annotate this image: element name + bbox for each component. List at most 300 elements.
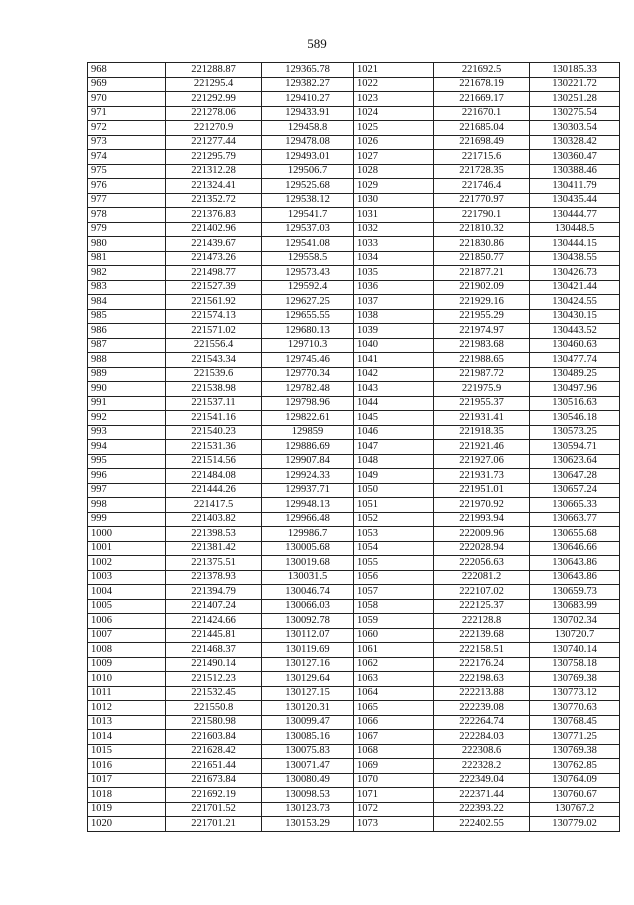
x-coordinate-left: 221277.44 xyxy=(166,135,262,150)
y-coordinate-left: 129680.13 xyxy=(262,324,354,339)
point-number-right: 1057 xyxy=(354,585,434,600)
x-coordinate-left: 221580.98 xyxy=(166,715,262,730)
point-number-right: 1042 xyxy=(354,367,434,382)
y-coordinate-right: 130430.15 xyxy=(530,309,620,324)
point-number-left: 1017 xyxy=(88,773,166,788)
y-coordinate-left: 129627.25 xyxy=(262,295,354,310)
table-row xyxy=(88,164,620,179)
x-coordinate-right: 222176.24 xyxy=(434,657,530,672)
point-number-left: 992 xyxy=(88,411,166,426)
y-coordinate-left: 129365.78 xyxy=(262,63,354,78)
y-coordinate-left: 129782.48 xyxy=(262,382,354,397)
point-number-left: 968 xyxy=(88,63,166,78)
x-coordinate-left: 221538.98 xyxy=(166,382,262,397)
y-coordinate-right: 130546.18 xyxy=(530,411,620,426)
point-number-left: 970 xyxy=(88,92,166,107)
point-number-left: 972 xyxy=(88,121,166,136)
point-number-right: 1058 xyxy=(354,599,434,614)
point-number-left: 1006 xyxy=(88,614,166,629)
y-coordinate-left: 129822.61 xyxy=(262,411,354,426)
x-coordinate-right: 222402.55 xyxy=(434,817,530,832)
point-number-right: 1069 xyxy=(354,759,434,774)
point-number-right: 1051 xyxy=(354,498,434,513)
y-coordinate-left: 130080.49 xyxy=(262,773,354,788)
y-coordinate-left: 129506.7 xyxy=(262,164,354,179)
y-coordinate-right: 130768.45 xyxy=(530,715,620,730)
y-coordinate-left: 129798.96 xyxy=(262,396,354,411)
table-row xyxy=(88,367,620,382)
point-number-right: 1061 xyxy=(354,643,434,658)
y-coordinate-left: 130066.03 xyxy=(262,599,354,614)
y-coordinate-right: 130760.67 xyxy=(530,788,620,803)
x-coordinate-right: 221929.16 xyxy=(434,295,530,310)
x-coordinate-left: 221490.14 xyxy=(166,657,262,672)
y-coordinate-right: 130360.47 xyxy=(530,150,620,165)
point-number-right: 1049 xyxy=(354,469,434,484)
x-coordinate-left: 221512.23 xyxy=(166,672,262,687)
point-number-left: 1002 xyxy=(88,556,166,571)
x-coordinate-right: 221678.19 xyxy=(434,77,530,92)
x-coordinate-right: 221983.68 xyxy=(434,338,530,353)
point-number-left: 989 xyxy=(88,367,166,382)
y-coordinate-right: 130426.73 xyxy=(530,266,620,281)
x-coordinate-right: 221988.65 xyxy=(434,353,530,368)
y-coordinate-right: 130443.52 xyxy=(530,324,620,339)
table-row xyxy=(88,657,620,672)
y-coordinate-left: 129541.08 xyxy=(262,237,354,252)
point-number-right: 1032 xyxy=(354,222,434,237)
y-coordinate-left: 130085.16 xyxy=(262,730,354,745)
point-number-left: 1013 xyxy=(88,715,166,730)
point-number-right: 1034 xyxy=(354,251,434,266)
point-number-right: 1036 xyxy=(354,280,434,295)
x-coordinate-left: 221288.87 xyxy=(166,63,262,78)
x-coordinate-left: 221444.26 xyxy=(166,483,262,498)
x-coordinate-right: 222107.02 xyxy=(434,585,530,600)
point-number-right: 1060 xyxy=(354,628,434,643)
x-coordinate-left: 221312.28 xyxy=(166,164,262,179)
y-coordinate-right: 130594.71 xyxy=(530,440,620,455)
table-row xyxy=(88,759,620,774)
x-coordinate-right: 221685.04 xyxy=(434,121,530,136)
y-coordinate-right: 130623.64 xyxy=(530,454,620,469)
x-coordinate-left: 221278.06 xyxy=(166,106,262,121)
point-number-right: 1031 xyxy=(354,208,434,223)
x-coordinate-left: 221439.67 xyxy=(166,237,262,252)
point-number-left: 1001 xyxy=(88,541,166,556)
x-coordinate-right: 221931.41 xyxy=(434,411,530,426)
table-row xyxy=(88,63,620,78)
y-coordinate-left: 129907.84 xyxy=(262,454,354,469)
x-coordinate-right: 221993.94 xyxy=(434,512,530,527)
y-coordinate-right: 130303.54 xyxy=(530,121,620,136)
x-coordinate-left: 221692.19 xyxy=(166,788,262,803)
y-coordinate-left: 130120.31 xyxy=(262,701,354,716)
coordinates-table-body xyxy=(88,63,620,832)
y-coordinate-right: 130388.46 xyxy=(530,164,620,179)
x-coordinate-right: 222081.2 xyxy=(434,570,530,585)
x-coordinate-right: 221850.77 xyxy=(434,251,530,266)
x-coordinate-left: 221537.11 xyxy=(166,396,262,411)
x-coordinate-right: 221970.92 xyxy=(434,498,530,513)
y-coordinate-left: 129886.69 xyxy=(262,440,354,455)
point-number-left: 983 xyxy=(88,280,166,295)
point-number-right: 1029 xyxy=(354,179,434,194)
point-number-right: 1066 xyxy=(354,715,434,730)
x-coordinate-left: 221556.4 xyxy=(166,338,262,353)
point-number-left: 1014 xyxy=(88,730,166,745)
table-row xyxy=(88,788,620,803)
table-row xyxy=(88,266,620,281)
y-coordinate-right: 130497.96 xyxy=(530,382,620,397)
point-number-right: 1073 xyxy=(354,817,434,832)
x-coordinate-left: 221701.52 xyxy=(166,802,262,817)
table-row xyxy=(88,512,620,527)
table-row xyxy=(88,628,620,643)
point-number-right: 1055 xyxy=(354,556,434,571)
x-coordinate-right: 221830.86 xyxy=(434,237,530,252)
x-coordinate-right: 221770.97 xyxy=(434,193,530,208)
y-coordinate-right: 130779.02 xyxy=(530,817,620,832)
x-coordinate-right: 221921.46 xyxy=(434,440,530,455)
point-number-right: 1043 xyxy=(354,382,434,397)
y-coordinate-left: 130123.73 xyxy=(262,802,354,817)
table-row xyxy=(88,527,620,542)
point-number-right: 1033 xyxy=(354,237,434,252)
point-number-left: 990 xyxy=(88,382,166,397)
point-number-left: 996 xyxy=(88,469,166,484)
table-row xyxy=(88,483,620,498)
x-coordinate-right: 222028.94 xyxy=(434,541,530,556)
y-coordinate-right: 130770.63 xyxy=(530,701,620,716)
y-coordinate-right: 130683.99 xyxy=(530,599,620,614)
x-coordinate-right: 221927.06 xyxy=(434,454,530,469)
x-coordinate-right: 221698.49 xyxy=(434,135,530,150)
y-coordinate-left: 129948.13 xyxy=(262,498,354,513)
x-coordinate-right: 221974.97 xyxy=(434,324,530,339)
x-coordinate-right: 222284.03 xyxy=(434,730,530,745)
x-coordinate-left: 221398.53 xyxy=(166,527,262,542)
x-coordinate-left: 221375.51 xyxy=(166,556,262,571)
y-coordinate-left: 129382.27 xyxy=(262,77,354,92)
point-number-left: 975 xyxy=(88,164,166,179)
point-number-left: 991 xyxy=(88,396,166,411)
point-number-left: 1004 xyxy=(88,585,166,600)
x-coordinate-left: 221417.5 xyxy=(166,498,262,513)
table-row xyxy=(88,570,620,585)
y-coordinate-right: 130740.14 xyxy=(530,643,620,658)
point-number-right: 1067 xyxy=(354,730,434,745)
x-coordinate-left: 221498.77 xyxy=(166,266,262,281)
point-number-left: 982 xyxy=(88,266,166,281)
y-coordinate-right: 130643.86 xyxy=(530,570,620,585)
point-number-left: 969 xyxy=(88,77,166,92)
table-row xyxy=(88,106,620,121)
y-coordinate-right: 130328.42 xyxy=(530,135,620,150)
x-coordinate-right: 222264.74 xyxy=(434,715,530,730)
table-row xyxy=(88,817,620,832)
point-number-left: 1010 xyxy=(88,672,166,687)
table-row xyxy=(88,179,620,194)
x-coordinate-right: 222371.44 xyxy=(434,788,530,803)
x-coordinate-right: 221877.21 xyxy=(434,266,530,281)
x-coordinate-right: 221728.35 xyxy=(434,164,530,179)
y-coordinate-right: 130764.09 xyxy=(530,773,620,788)
point-number-right: 1052 xyxy=(354,512,434,527)
point-number-left: 987 xyxy=(88,338,166,353)
y-coordinate-left: 129770.34 xyxy=(262,367,354,382)
y-coordinate-left: 130075.83 xyxy=(262,744,354,759)
point-number-right: 1059 xyxy=(354,614,434,629)
x-coordinate-left: 221484.08 xyxy=(166,469,262,484)
table-row xyxy=(88,773,620,788)
table-row xyxy=(88,251,620,266)
x-coordinate-right: 222328.2 xyxy=(434,759,530,774)
y-coordinate-left: 129558.5 xyxy=(262,251,354,266)
table-row xyxy=(88,280,620,295)
y-coordinate-right: 130438.55 xyxy=(530,251,620,266)
table-row xyxy=(88,701,620,716)
y-coordinate-right: 130758.18 xyxy=(530,657,620,672)
y-coordinate-right: 130251.28 xyxy=(530,92,620,107)
y-coordinate-left: 130129.64 xyxy=(262,672,354,687)
y-coordinate-right: 130657.24 xyxy=(530,483,620,498)
table-row xyxy=(88,469,620,484)
y-coordinate-left: 129478.08 xyxy=(262,135,354,150)
point-number-right: 1021 xyxy=(354,63,434,78)
y-coordinate-right: 130665.33 xyxy=(530,498,620,513)
x-coordinate-left: 221270.9 xyxy=(166,121,262,136)
x-coordinate-left: 221295.4 xyxy=(166,77,262,92)
point-number-left: 1018 xyxy=(88,788,166,803)
point-number-left: 978 xyxy=(88,208,166,223)
page-number: 589 xyxy=(307,36,327,51)
x-coordinate-left: 221540.23 xyxy=(166,425,262,440)
x-coordinate-right: 221955.37 xyxy=(434,396,530,411)
y-coordinate-left: 130153.29 xyxy=(262,817,354,832)
table-row xyxy=(88,338,620,353)
x-coordinate-left: 221539.6 xyxy=(166,367,262,382)
x-coordinate-right: 222139.68 xyxy=(434,628,530,643)
x-coordinate-right: 222128.8 xyxy=(434,614,530,629)
point-number-right: 1047 xyxy=(354,440,434,455)
x-coordinate-right: 221810.32 xyxy=(434,222,530,237)
y-coordinate-left: 129410.27 xyxy=(262,92,354,107)
x-coordinate-right: 221987.72 xyxy=(434,367,530,382)
y-coordinate-right: 130702.34 xyxy=(530,614,620,629)
point-number-left: 988 xyxy=(88,353,166,368)
y-coordinate-right: 130769.38 xyxy=(530,744,620,759)
y-coordinate-right: 130573.25 xyxy=(530,425,620,440)
point-number-left: 984 xyxy=(88,295,166,310)
point-number-right: 1056 xyxy=(354,570,434,585)
x-coordinate-left: 221394.79 xyxy=(166,585,262,600)
x-coordinate-left: 221701.21 xyxy=(166,817,262,832)
point-number-left: 995 xyxy=(88,454,166,469)
point-number-left: 1015 xyxy=(88,744,166,759)
y-coordinate-left: 130099.47 xyxy=(262,715,354,730)
y-coordinate-right: 130720.7 xyxy=(530,628,620,643)
point-number-right: 1041 xyxy=(354,353,434,368)
y-coordinate-right: 130773.12 xyxy=(530,686,620,701)
point-number-right: 1040 xyxy=(354,338,434,353)
table-row xyxy=(88,425,620,440)
table-row xyxy=(88,208,620,223)
point-number-left: 1009 xyxy=(88,657,166,672)
point-number-left: 977 xyxy=(88,193,166,208)
point-number-right: 1053 xyxy=(354,527,434,542)
x-coordinate-left: 221603.84 xyxy=(166,730,262,745)
x-coordinate-left: 221628.42 xyxy=(166,744,262,759)
x-coordinate-left: 221527.39 xyxy=(166,280,262,295)
point-number-right: 1025 xyxy=(354,121,434,136)
y-coordinate-right: 130762.85 xyxy=(530,759,620,774)
point-number-right: 1045 xyxy=(354,411,434,426)
x-coordinate-left: 221376.83 xyxy=(166,208,262,223)
point-number-left: 1011 xyxy=(88,686,166,701)
point-number-right: 1063 xyxy=(354,672,434,687)
y-coordinate-left: 129525.68 xyxy=(262,179,354,194)
y-coordinate-right: 130275.54 xyxy=(530,106,620,121)
x-coordinate-left: 221574.13 xyxy=(166,309,262,324)
table-row xyxy=(88,672,620,687)
table-row xyxy=(88,541,620,556)
x-coordinate-left: 221378.93 xyxy=(166,570,262,585)
point-number-right: 1062 xyxy=(354,657,434,672)
point-number-left: 1020 xyxy=(88,817,166,832)
x-coordinate-left: 221532.45 xyxy=(166,686,262,701)
point-number-right: 1024 xyxy=(354,106,434,121)
table-row xyxy=(88,744,620,759)
x-coordinate-right: 221670.1 xyxy=(434,106,530,121)
y-coordinate-right: 130771.25 xyxy=(530,730,620,745)
y-coordinate-left: 130031.5 xyxy=(262,570,354,585)
table-row xyxy=(88,309,620,324)
x-coordinate-left: 221424.66 xyxy=(166,614,262,629)
point-number-left: 985 xyxy=(88,309,166,324)
point-number-right: 1028 xyxy=(354,164,434,179)
point-number-left: 981 xyxy=(88,251,166,266)
x-coordinate-left: 221543.34 xyxy=(166,353,262,368)
table-row xyxy=(88,585,620,600)
y-coordinate-left: 129493.01 xyxy=(262,150,354,165)
y-coordinate-right: 130643.86 xyxy=(530,556,620,571)
x-coordinate-left: 221571.02 xyxy=(166,324,262,339)
y-coordinate-left: 129538.12 xyxy=(262,193,354,208)
table-row xyxy=(88,92,620,107)
x-coordinate-left: 221402.96 xyxy=(166,222,262,237)
point-number-left: 1000 xyxy=(88,527,166,542)
table-row xyxy=(88,440,620,455)
table-row xyxy=(88,382,620,397)
x-coordinate-right: 222349.04 xyxy=(434,773,530,788)
y-coordinate-left: 129433.91 xyxy=(262,106,354,121)
y-coordinate-left: 129541.7 xyxy=(262,208,354,223)
point-number-right: 1065 xyxy=(354,701,434,716)
y-coordinate-left: 130046.74 xyxy=(262,585,354,600)
y-coordinate-right: 130489.25 xyxy=(530,367,620,382)
x-coordinate-right: 222158.51 xyxy=(434,643,530,658)
coordinates-table xyxy=(87,62,620,832)
table-row xyxy=(88,222,620,237)
point-number-right: 1044 xyxy=(354,396,434,411)
point-number-left: 1007 xyxy=(88,628,166,643)
x-coordinate-right: 222213.88 xyxy=(434,686,530,701)
x-coordinate-left: 221295.79 xyxy=(166,150,262,165)
y-coordinate-left: 130127.15 xyxy=(262,686,354,701)
table-row xyxy=(88,324,620,339)
x-coordinate-left: 221651.44 xyxy=(166,759,262,774)
y-coordinate-right: 130421.44 xyxy=(530,280,620,295)
y-coordinate-right: 130448.5 xyxy=(530,222,620,237)
point-number-right: 1064 xyxy=(354,686,434,701)
table-row xyxy=(88,150,620,165)
y-coordinate-left: 129537.03 xyxy=(262,222,354,237)
point-number-right: 1023 xyxy=(354,92,434,107)
y-coordinate-right: 130460.63 xyxy=(530,338,620,353)
y-coordinate-left: 129573.43 xyxy=(262,266,354,281)
point-number-left: 1019 xyxy=(88,802,166,817)
x-coordinate-left: 221352.72 xyxy=(166,193,262,208)
table-row xyxy=(88,498,620,513)
point-number-left: 1012 xyxy=(88,701,166,716)
table-row xyxy=(88,802,620,817)
point-number-left: 998 xyxy=(88,498,166,513)
point-number-left: 986 xyxy=(88,324,166,339)
y-coordinate-left: 130092.78 xyxy=(262,614,354,629)
y-coordinate-left: 129986.7 xyxy=(262,527,354,542)
x-coordinate-left: 221531.36 xyxy=(166,440,262,455)
y-coordinate-right: 130444.77 xyxy=(530,208,620,223)
table-row xyxy=(88,730,620,745)
table-row xyxy=(88,599,620,614)
x-coordinate-left: 221445.81 xyxy=(166,628,262,643)
x-coordinate-right: 221951.01 xyxy=(434,483,530,498)
x-coordinate-right: 221931.73 xyxy=(434,469,530,484)
point-number-right: 1026 xyxy=(354,135,434,150)
y-coordinate-left: 130005.68 xyxy=(262,541,354,556)
point-number-right: 1030 xyxy=(354,193,434,208)
point-number-right: 1039 xyxy=(354,324,434,339)
y-coordinate-left: 130112.07 xyxy=(262,628,354,643)
x-coordinate-left: 221403.82 xyxy=(166,512,262,527)
y-coordinate-left: 129458.8 xyxy=(262,121,354,136)
table-row xyxy=(88,411,620,426)
table-row xyxy=(88,556,620,571)
table-row xyxy=(88,121,620,136)
x-coordinate-left: 221673.84 xyxy=(166,773,262,788)
point-number-left: 979 xyxy=(88,222,166,237)
x-coordinate-right: 222125.37 xyxy=(434,599,530,614)
y-coordinate-left: 129710.3 xyxy=(262,338,354,353)
y-coordinate-right: 130516.63 xyxy=(530,396,620,411)
point-number-right: 1038 xyxy=(354,309,434,324)
y-coordinate-right: 130477.74 xyxy=(530,353,620,368)
x-coordinate-right: 222308.6 xyxy=(434,744,530,759)
point-number-left: 1016 xyxy=(88,759,166,774)
y-coordinate-left: 130071.47 xyxy=(262,759,354,774)
x-coordinate-left: 221468.37 xyxy=(166,643,262,658)
y-coordinate-right: 130185.33 xyxy=(530,63,620,78)
x-coordinate-right: 221975.9 xyxy=(434,382,530,397)
table-row xyxy=(88,454,620,469)
point-number-left: 976 xyxy=(88,179,166,194)
point-number-right: 1050 xyxy=(354,483,434,498)
x-coordinate-left: 221514.56 xyxy=(166,454,262,469)
x-coordinate-right: 221715.6 xyxy=(434,150,530,165)
y-coordinate-left: 129937.71 xyxy=(262,483,354,498)
y-coordinate-left: 129966.48 xyxy=(262,512,354,527)
